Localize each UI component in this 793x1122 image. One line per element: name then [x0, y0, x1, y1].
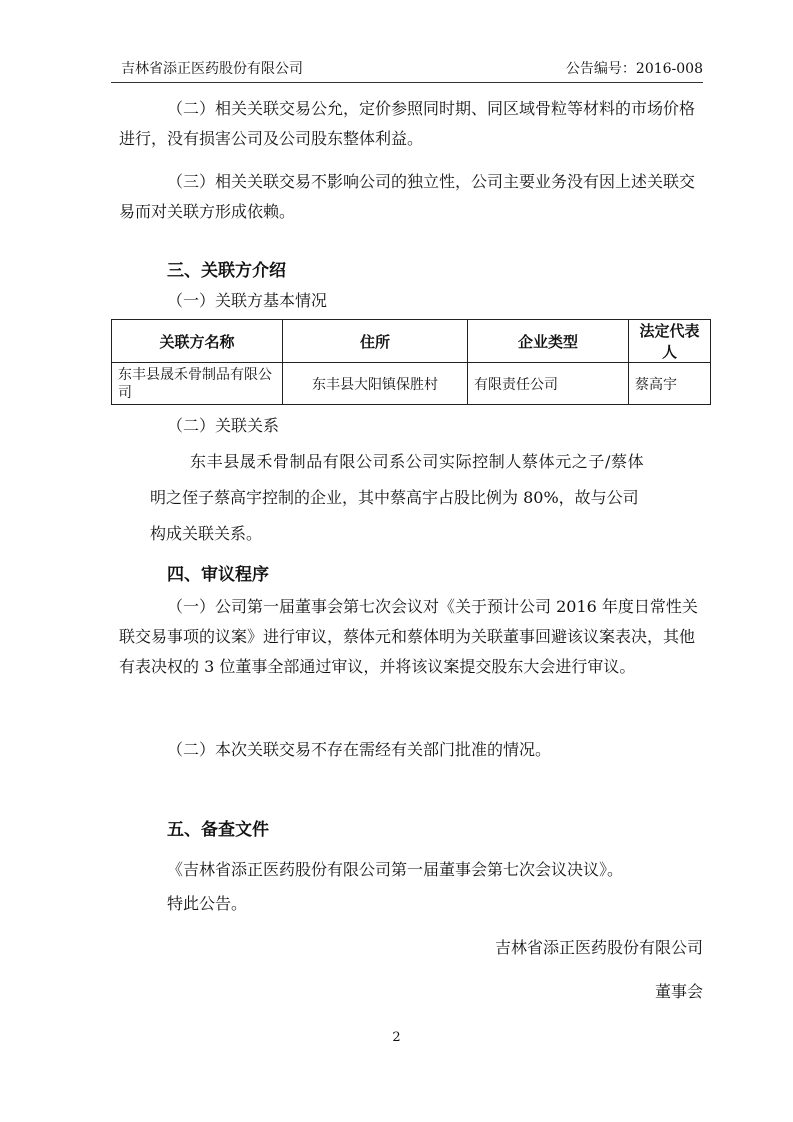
relation-line-1: 东丰县晟禾骨制品有限公司系公司实际控制人蔡体元之子/蔡体	[190, 452, 645, 471]
col-header-company-type: 企业类型	[468, 320, 629, 363]
cell-legal-rep: 蔡高宇	[629, 363, 711, 405]
reference-document: 《吉林省添正医药股份有限公司第一届董事会第七次会议决议》。	[167, 860, 624, 879]
paragraph-review-procedure: （一）公司第一届董事会第七次会议对《关于预计公司 2016 年度日常性关联交易事项的议案》进行审议，蔡体元和蔡体明为关联董事回避该议案表决，其他有表决权的 3 位董事全部通过审议，并将该议案提交股东大会进行审议。	[119, 597, 698, 676]
relation-line-2: 明之侄子蔡高宇控制的企业，其中蔡高宇占股比例为 80%，故与公司	[150, 488, 639, 507]
section-3-subheading-basic-info: （一）关联方基本情况	[167, 291, 328, 310]
paragraph-no-approval-needed: （二）本次关联交易不存在需经有关部门批准的情况。	[167, 740, 552, 759]
cell-name: 东丰县晟禾骨制品有限公司	[112, 363, 283, 405]
related-party-table	[111, 319, 711, 405]
section-4-heading: 四、审议程序	[167, 565, 269, 585]
header-divider	[111, 82, 703, 83]
relation-line-3: 构成关联关系。	[150, 524, 263, 543]
cell-address: 东丰县大阳镇保胜村	[283, 363, 468, 405]
section-3-heading: 三、关联方介绍	[167, 261, 286, 281]
paragraph-pricing-fairness: （二）相关关联交易公允，定价参照同时期、同区域骨粒等材料的市场价格进行，没有损害公司及公司股东整体利益。	[119, 99, 696, 148]
section-5-heading: 五、备查文件	[167, 820, 269, 840]
header-company: 吉林省添正医药股份有限公司	[121, 61, 303, 77]
col-header-legal-rep: 法定代表人	[629, 320, 711, 363]
header-notice-number: 公告编号：2016-008	[565, 61, 703, 77]
cell-company-type: 有限责任公司	[468, 363, 629, 405]
col-header-address: 住所	[283, 320, 468, 363]
paragraph-independence: （三）相关关联交易不影响公司的独立性，公司主要业务没有因上述关联交易而对关联方形成依赖。	[119, 172, 696, 221]
table-row	[112, 363, 711, 405]
signature-company: 吉林省添正医药股份有限公司	[494, 938, 703, 957]
section-3-subheading-relation: （二）关联关系	[167, 416, 280, 435]
signature-board: 董事会	[654, 982, 703, 1001]
page-number: 2	[392, 1030, 401, 1045]
closing-statement: 特此公告。	[167, 894, 248, 913]
table-header-row	[112, 320, 711, 363]
col-header-name: 关联方名称	[112, 320, 283, 363]
